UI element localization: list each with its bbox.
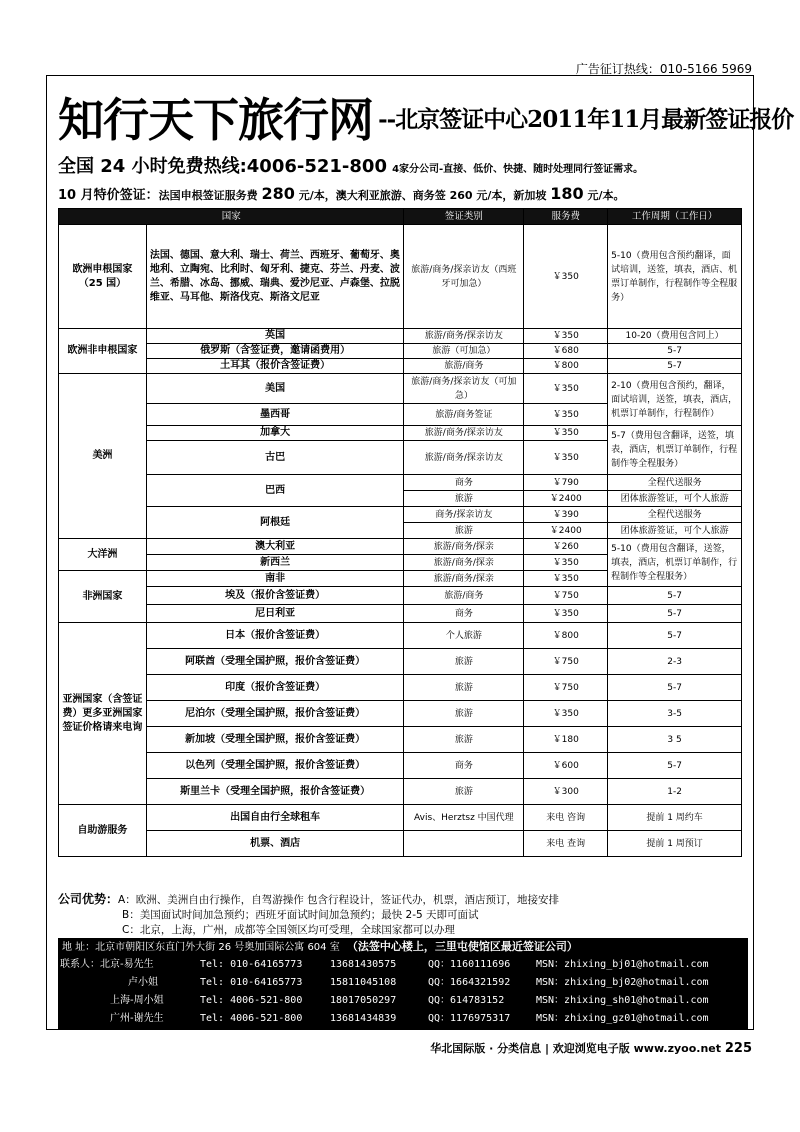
fee-cell: ￥800 xyxy=(524,623,608,649)
page-number: 225 xyxy=(724,1041,752,1056)
type-cell: 旅游/商务/探亲 xyxy=(404,539,524,555)
special-text-3: 元/本。 xyxy=(587,189,625,202)
region-cell: 自助游服务 xyxy=(59,805,147,857)
type-cell: 商务/探亲访友 xyxy=(404,507,524,523)
period-cell: 2-3 xyxy=(608,649,742,675)
type-cell: 个人旅游 xyxy=(404,623,524,649)
fee-cell: ￥600 xyxy=(524,753,608,779)
period-cell: 5-7 xyxy=(608,753,742,779)
fee-cell: ￥2400 xyxy=(524,491,608,507)
period-cell: 团体旅游签证，可个人旅游 xyxy=(608,523,742,539)
header-country: 国家 xyxy=(59,209,404,225)
special-label: 10 月特价签证： xyxy=(58,188,159,203)
brand-logo: 知行天下旅行网 xyxy=(58,93,373,147)
contact-msn: MSN：zhixing_bj02@hotmail.com xyxy=(536,977,709,988)
table-row xyxy=(59,701,742,727)
table-row xyxy=(59,675,742,701)
contact-tel: Tel: 010-64165773 xyxy=(200,959,303,970)
type-cell: 旅游/商务 xyxy=(404,587,524,605)
fee-cell: ￥2400 xyxy=(524,523,608,539)
fee-cell: ￥350 xyxy=(524,701,608,727)
header-type: 签证类别 xyxy=(404,209,524,225)
type-cell: 旅游 xyxy=(404,727,524,753)
type-cell: 旅游 xyxy=(404,523,524,539)
fee-cell: ￥180 xyxy=(524,727,608,753)
period-cell: 3 5 xyxy=(608,727,742,753)
table-row xyxy=(59,587,742,605)
fee-cell: ￥680 xyxy=(524,344,608,359)
hotline-number: 全国 24 小时免费热线:4006-521-800 xyxy=(58,156,387,177)
fee-cell: ￥350 xyxy=(524,426,608,441)
fee-cell: ￥790 xyxy=(524,475,608,491)
fee-cell: 来电 查询 xyxy=(524,831,608,857)
country-cell: 机票、酒店 xyxy=(146,831,404,857)
contact-mobile: 13681434839 xyxy=(330,1013,397,1024)
country-cell: 土耳其（报价含签证费） xyxy=(146,359,404,374)
contact-msn: MSN：zhixing_gz01@hotmail.com xyxy=(536,1013,709,1024)
table-row xyxy=(59,605,742,623)
period-cell: 5-10（费用包含翻译，送签，填表，酒店，机票订单制作，行程制作等全程服务） xyxy=(608,539,742,587)
country-cell: 印度（报价含签证费） xyxy=(146,675,404,701)
fee-cell: ￥750 xyxy=(524,675,608,701)
contact-row xyxy=(58,994,748,1008)
region-cell: 欧洲非申根国家 xyxy=(59,329,147,374)
type-cell: Avis、Herztsz 中国代理 xyxy=(404,805,524,831)
type-cell: 旅游 xyxy=(404,491,524,507)
table-row xyxy=(59,727,742,753)
special-offer xyxy=(58,184,758,203)
type-cell: 旅游/商务/探亲访友（可加急） xyxy=(404,374,524,404)
period-cell: 5-7（费用包含翻译，送签，填表，酒店，机票订单制作，行程制作等全程服务） xyxy=(608,426,742,475)
title-row xyxy=(58,84,794,147)
country-cell: 澳大利亚 xyxy=(146,539,404,555)
fee-cell: ￥750 xyxy=(524,649,608,675)
period-cell: 提前 1 周预订 xyxy=(608,831,742,857)
period-cell: 全程代送服务 xyxy=(608,475,742,491)
period-cell: 10-20（费用包含同上） xyxy=(608,329,742,344)
fee-cell: ￥260 xyxy=(524,539,608,555)
advantage-c: C：北京，上海，广州，成都等全国领区均可受理，全球国家都可以办理 xyxy=(122,924,455,936)
table-row xyxy=(59,426,742,441)
type-cell: 旅游 xyxy=(404,779,524,805)
type-cell: 旅游/商务/探亲 xyxy=(404,571,524,587)
fee-cell: ￥350 xyxy=(524,225,608,329)
contact-row xyxy=(58,958,748,972)
hotline-note: 4家分公司-直接、低价、快捷、随时处理同行签证需求。 xyxy=(392,164,644,175)
table-row xyxy=(59,779,742,805)
region-cell: 欧洲申根国家（25 国） xyxy=(59,225,147,329)
address-note: （法签中心楼上，三里屯使馆区最近签证公司） xyxy=(346,940,578,953)
contact-name: 卢小姐 xyxy=(128,977,158,988)
contact-qq: QQ：614783152 xyxy=(428,995,505,1006)
contact-block xyxy=(58,938,748,1030)
fee-cell: ￥300 xyxy=(524,779,608,805)
country-cell: 俄罗斯（含签证费，邀请函费用） xyxy=(146,344,404,359)
fee-cell: ￥800 xyxy=(524,359,608,374)
country-cell: 美国 xyxy=(146,374,404,404)
fee-cell: ￥350 xyxy=(524,605,608,623)
ad-hotline: 广告征订热线：010-5166 5969 xyxy=(575,62,752,76)
period-cell: 5-7 xyxy=(608,344,742,359)
period-cell: 5-7 xyxy=(608,675,742,701)
advantage-b: B：美国面试时间加急预约；西班牙面试时间加急预约；最快 2-5 天即可面试 xyxy=(122,909,479,921)
table-row xyxy=(59,374,742,404)
type-cell: 商务 xyxy=(404,605,524,623)
country-cell: 日本（报价含签证费） xyxy=(146,623,404,649)
type-cell: 旅游（可加急） xyxy=(404,344,524,359)
period-cell: 3-5 xyxy=(608,701,742,727)
type-cell: 旅游/商务/探亲访友 xyxy=(404,426,524,441)
table-row xyxy=(59,623,742,649)
country-cell: 英国 xyxy=(146,329,404,344)
special-price-2: 180 xyxy=(550,184,584,203)
period-cell: 5-7 xyxy=(608,623,742,649)
region-cell: 亚洲国家（含签证费）更多亚洲国家签证价格请来电询 xyxy=(59,623,147,805)
fee-cell: ￥350 xyxy=(524,441,608,475)
fee-cell: ￥350 xyxy=(524,571,608,587)
type-cell: 旅游/商务/探亲访友 xyxy=(404,441,524,475)
contact-tel: Tel: 4006-521-800 xyxy=(200,1013,303,1024)
contact-mobile: 15811045108 xyxy=(330,977,397,988)
table-row xyxy=(59,329,742,344)
country-cell: 南非 xyxy=(146,571,404,587)
contact-qq: QQ：1664321592 xyxy=(428,977,511,988)
contact-label: 联系人： xyxy=(60,959,100,970)
page-footer xyxy=(430,1040,752,1056)
type-cell: 旅游 xyxy=(404,675,524,701)
fee-cell: ￥750 xyxy=(524,587,608,605)
country-cell: 法国、德国、意大利、瑞士、荷兰、西班牙、葡萄牙、奥地利、立陶宛、比利时、匈牙利、捷克、芬兰、丹麦、波兰、希腊、冰岛、挪威、瑞典、爱沙尼亚、卢森堡、拉脱维亚、马耳他、斯洛伐克、斯洛文尼亚 xyxy=(146,225,404,329)
fee-cell: ￥350 xyxy=(524,374,608,404)
country-cell: 尼泊尔（受理全国护照，报价含签证费） xyxy=(146,701,404,727)
period-cell: 提前 1 周约车 xyxy=(608,805,742,831)
type-cell: 旅游/商务 xyxy=(404,359,524,374)
period-cell: 5-10（费用包含预约翻译，面试培训，送签，填表，酒店、机票订单制作，行程制作等全程服务） xyxy=(608,225,742,329)
fee-cell: 来电 咨询 xyxy=(524,805,608,831)
address: 地 址：北京市朝阳区东直门外大街 26 号奥加国际公寓 604 室 xyxy=(62,942,340,953)
table-row xyxy=(59,649,742,675)
footer-text: 华北国际版 · 分类信息 | 欢迎浏览电子版 www.zyoo.net xyxy=(430,1042,722,1055)
table-row xyxy=(59,831,742,857)
country-cell: 新加坡（受理全国护照，报价含签证费） xyxy=(146,727,404,753)
country-cell: 墨西哥 xyxy=(146,404,404,426)
period-cell: 5-7 xyxy=(608,359,742,374)
contact-name: 北京-易先生 xyxy=(100,959,154,970)
type-cell: 旅游 xyxy=(404,649,524,675)
country-cell: 巴西 xyxy=(146,475,404,507)
type-cell: 旅游 xyxy=(404,701,524,727)
country-cell: 以色列（受理全国护照，报价含签证费） xyxy=(146,753,404,779)
country-cell: 阿联酋（受理全国护照，报价含签证费） xyxy=(146,649,404,675)
contact-row xyxy=(58,976,748,990)
period-cell: 2-10（费用包含预约，翻译，面试培训，送签，填表，酒店，机票订单制作，行程制作） xyxy=(608,374,742,426)
address-row xyxy=(58,940,748,954)
region-cell: 非洲国家 xyxy=(59,571,147,623)
table-row xyxy=(59,359,742,374)
region-cell: 美洲 xyxy=(59,374,147,539)
type-cell: 商务 xyxy=(404,475,524,491)
contact-name: 广州-谢先生 xyxy=(110,1013,164,1024)
country-cell: 出国自由行全球租车 xyxy=(146,805,404,831)
contact-tel: Tel: 4006-521-800 xyxy=(200,995,303,1006)
page-title: --北京签证中心2011年11月最新签证报价 xyxy=(378,105,794,133)
period-cell: 团体旅游签证，可个人旅游 xyxy=(608,491,742,507)
company-advantages xyxy=(58,892,748,938)
table-header-row xyxy=(59,209,742,225)
advantages-heading: 公司优势： xyxy=(58,892,119,906)
period-cell: 1-2 xyxy=(608,779,742,805)
hotline xyxy=(58,152,758,178)
contact-msn: MSN：zhixing_sh01@hotmail.com xyxy=(536,995,709,1006)
special-price-1: 280 xyxy=(261,184,295,203)
contact-tel: Tel: 010-64165773 xyxy=(200,977,303,988)
type-cell: 旅游/商务/探亲访友 xyxy=(404,329,524,344)
country-cell: 加拿大 xyxy=(146,426,404,441)
type-cell: 旅游/商务签证 xyxy=(404,404,524,426)
country-cell: 尼日利亚 xyxy=(146,605,404,623)
period-cell: 5-7 xyxy=(608,587,742,605)
contact-mobile: 13681430575 xyxy=(330,959,397,970)
contact-qq: QQ：1176975317 xyxy=(428,1013,511,1024)
special-text-2: 元/本，澳大利亚旅游、商务签 260 元/本，新加坡 xyxy=(298,189,547,202)
special-text-1: 法国申根签证服务费 xyxy=(158,189,258,202)
period-cell: 全程代送服务 xyxy=(608,507,742,523)
header-period: 工作周期（工作日） xyxy=(608,209,742,225)
contact-mobile: 18017050297 xyxy=(330,995,397,1006)
country-cell: 新西兰 xyxy=(146,555,404,571)
type-cell: 旅游/商务/探亲 xyxy=(404,555,524,571)
advantage-a: A：欧洲、美洲自由行操作，自驾游操作 包含行程设计，签证代办，机票，酒店预订，地接安排 xyxy=(118,894,560,906)
table-row xyxy=(59,753,742,779)
type-cell: 商务 xyxy=(404,753,524,779)
table-row xyxy=(59,539,742,555)
fee-cell: ￥350 xyxy=(524,329,608,344)
table-row xyxy=(59,805,742,831)
type-cell: 旅游/商务/探亲访友（西班牙可加急） xyxy=(404,225,524,329)
table-row xyxy=(59,225,742,329)
country-cell: 埃及（报价含签证费） xyxy=(146,587,404,605)
country-cell: 古巴 xyxy=(146,441,404,475)
fee-cell: ￥390 xyxy=(524,507,608,523)
country-cell: 阿根廷 xyxy=(146,507,404,539)
table-row xyxy=(59,475,742,491)
period-cell: 5-7 xyxy=(608,605,742,623)
contact-name: 上海-周小姐 xyxy=(110,995,164,1006)
header-fee: 服务费 xyxy=(524,209,608,225)
fee-cell: ￥350 xyxy=(524,555,608,571)
region-cell: 大洋洲 xyxy=(59,539,147,571)
table-row xyxy=(59,344,742,359)
visa-price-table xyxy=(58,208,742,857)
country-cell: 斯里兰卡（受理全国护照，报价含签证费） xyxy=(146,779,404,805)
contact-row xyxy=(58,1012,748,1026)
contact-msn: MSN：zhixing_bj01@hotmail.com xyxy=(536,959,709,970)
type-cell xyxy=(404,831,524,857)
fee-cell: ￥350 xyxy=(524,404,608,426)
contact-qq: QQ：1160111696 xyxy=(428,959,511,970)
table-row xyxy=(59,507,742,523)
